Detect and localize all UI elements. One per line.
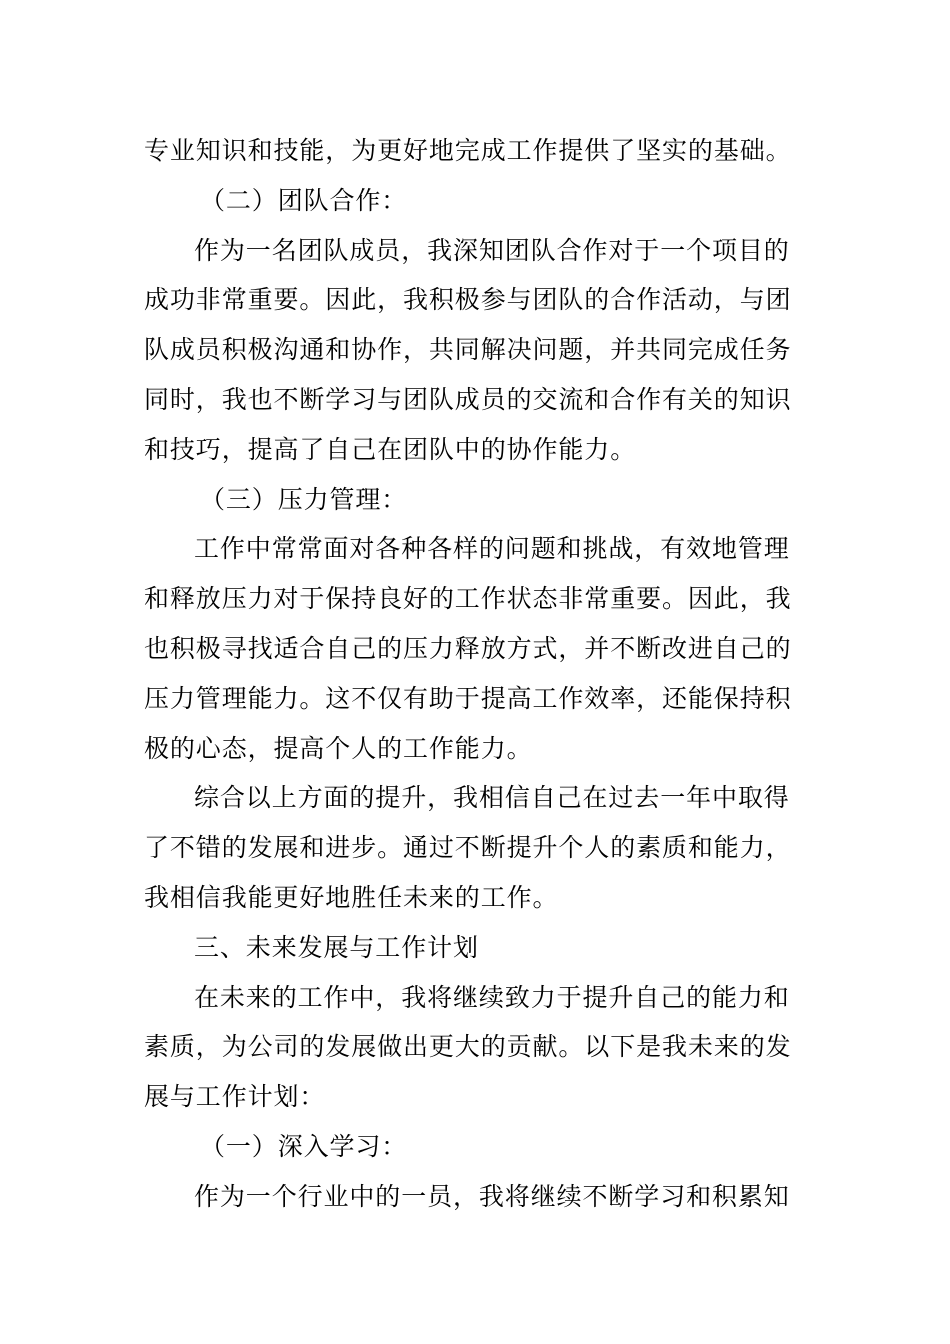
paragraph-line: 队成员积极沟通和协作，共同解决问题，并共同完成任务 (144, 335, 792, 365)
paragraph-line: 压力管理能力。这不仅有助于提高工作效率，还能保持积 (144, 683, 792, 713)
paragraph-line: 也积极寻找适合自己的压力释放方式，并不断改进自己的 (144, 633, 792, 663)
paragraph-line: 素质，为公司的发展做出更大的贡献。以下是我未来的发 (144, 1032, 792, 1062)
paragraph-line: 了不错的发展和进步。通过不断提升个人的素质和能力， (144, 833, 792, 863)
paragraph-line: 同时，我也不断学习与团队成员的交流和合作有关的知识 (144, 384, 792, 414)
paragraph-line: 作为一个行业中的一员，我将继续不断学习和积累知 (194, 1181, 790, 1211)
paragraph-line: 专业知识和技能，为更好地完成工作提供了坚实的基础。 (144, 136, 792, 165)
paragraph-line: 极的心态，提高个人的工作能力。 (144, 733, 533, 763)
paragraph-line: 成功非常重要。因此，我积极参与团队的合作活动，与团 (144, 285, 792, 315)
section-heading-team-cooperation: （二）团队合作： (200, 185, 408, 215)
paragraph-line: 展与工作计划： (144, 1082, 326, 1112)
section-heading-stress-management: （三）压力管理： (200, 484, 408, 514)
paragraph-line: 作为一名团队成员，我深知团队合作对于一个项目的 (194, 235, 790, 265)
paragraph-line: 在未来的工作中，我将继续致力于提升自己的能力和 (194, 982, 790, 1012)
chapter-heading-future-plan: 三、未来发展与工作计划 (194, 932, 479, 962)
document-body (144, 126, 808, 1222)
paragraph-line: 我相信我能更好地胜任未来的工作。 (144, 882, 559, 912)
paragraph-line: 和技巧，提高了自己在团队中的协作能力。 (144, 434, 637, 464)
paragraph-line: 综合以上方面的提升，我相信自己在过去一年中取得 (194, 783, 790, 813)
section-heading-deep-learning: （一）深入学习： (200, 1131, 408, 1161)
paragraph-line: 和释放压力对于保持良好的工作状态非常重要。因此，我 (144, 584, 792, 614)
paragraph-line: 工作中常常面对各种各样的问题和挑战，有效地管理 (194, 534, 790, 564)
